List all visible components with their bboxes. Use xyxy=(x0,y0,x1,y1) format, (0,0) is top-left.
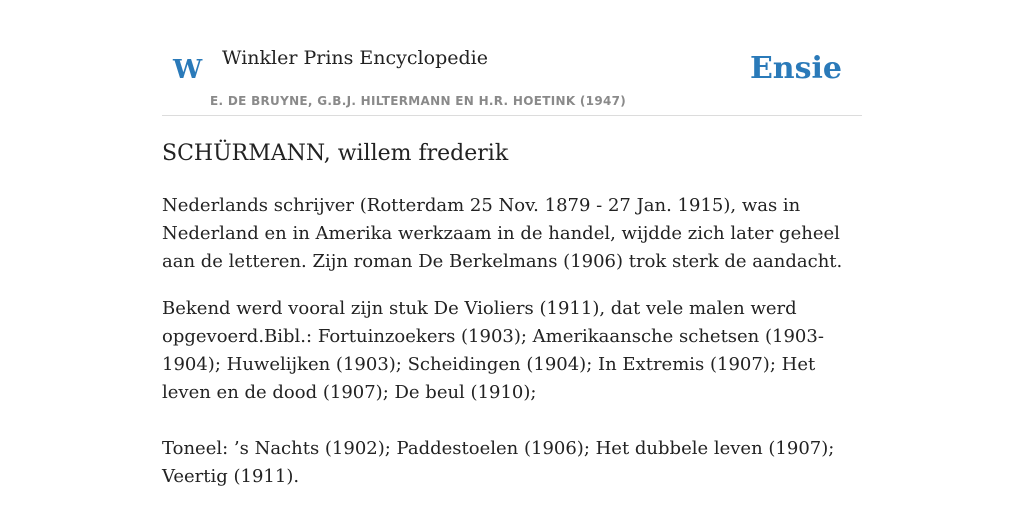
article-paragraph: Nederlands schrijver (Rotterdam 25 Nov. 1879 - 27 Jan. 1915), was in Nederland en in Amerika werkzaam in de handel, wijdde zich later geheel aan de letteren. Zijn roman De Berkelmans (1906) trok sterk de aandacht. xyxy=(162,195,843,272)
article-paragraph: Toneel: ’s Nachts (1902); Paddestoelen (1906); Het dubbele leven (1907); Veertig (1911). xyxy=(162,438,835,487)
logo-w-icon[interactable]: W xyxy=(173,55,203,85)
article-paragraph: Bekend werd vooral zijn stuk De Violiers (1911), dat vele malen werd opgevoerd.Bibl.: Fortuinzoekers (1903); Amerikaansche schetsen (1903-1904); Huwelijken (1903); Scheidingen (1904); In Extremis (1907); Het leven en de dood (1907); De beul (1910); xyxy=(162,298,824,403)
header-divider xyxy=(162,115,862,116)
authors-byline: E. DE BRUYNE, G.B.J. HILTERMANN EN H.R. HOETINK (1947) xyxy=(210,94,627,108)
brand-logo[interactable]: Ensie xyxy=(749,51,842,86)
publication-title[interactable]: Winkler Prins Encyclopedie xyxy=(222,47,488,69)
page-title: SCHÜRMANN, willem frederik xyxy=(162,141,509,166)
